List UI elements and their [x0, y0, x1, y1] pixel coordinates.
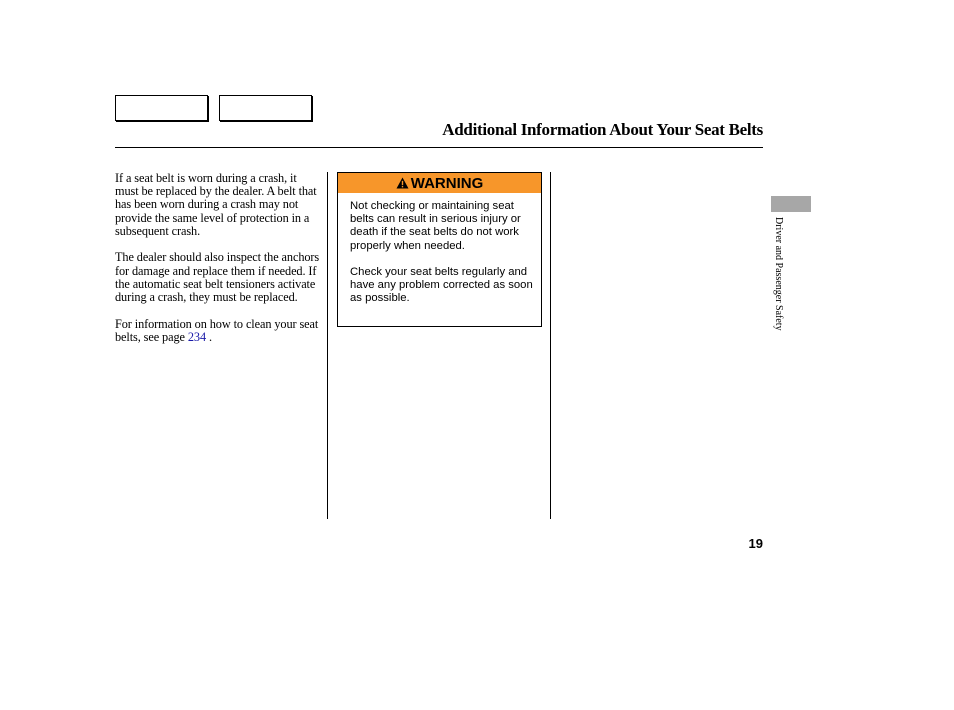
page-title: Additional Information About Your Seat Belts — [442, 120, 763, 139]
page-234-link[interactable]: 234 — [187, 329, 206, 344]
warning-triangle-icon — [396, 177, 409, 189]
warning-label: WARNING — [410, 174, 484, 192]
warning-box — [337, 172, 542, 327]
column-divider-left — [327, 172, 328, 519]
page-number: 19 — [748, 536, 763, 551]
index-button[interactable] — [219, 95, 312, 121]
title-divider — [115, 147, 763, 148]
clean-belts-suffix: . — [206, 329, 212, 344]
paragraph-inspect-anchors: The dealer should also inspect the anchors for damage and replace them if needed. If the automatic seat belt tensioners activate during a crash, they must be replaced. — [115, 250, 320, 305]
column-divider-right — [550, 172, 551, 519]
warning-header — [338, 173, 541, 193]
clean-belts-text: For information on how to clean your seat belts, see page — [115, 316, 319, 344]
section-tab[interactable] — [771, 196, 811, 212]
main-menu-button[interactable] — [115, 95, 208, 121]
paragraph-clean-belts — [115, 318, 321, 344]
warning-text-risk: Not checking or maintaining seat belts can result in serious injury or death if the seat belts do not work properly when needed. — [350, 200, 521, 252]
paragraph-replace-belt: If a seat belt is worn during a crash, it must be replaced by the dealer. A belt that has been worn during a crash may not provide the same level of protection in a subsequent crash. — [115, 171, 317, 238]
section-label: Driver and Passenger Safety — [773, 217, 784, 331]
warning-body — [338, 193, 541, 306]
warning-text-check: Check your seat belts regularly and have any problem corrected as soon as possible. — [350, 266, 533, 305]
body-text-column — [115, 172, 321, 357]
